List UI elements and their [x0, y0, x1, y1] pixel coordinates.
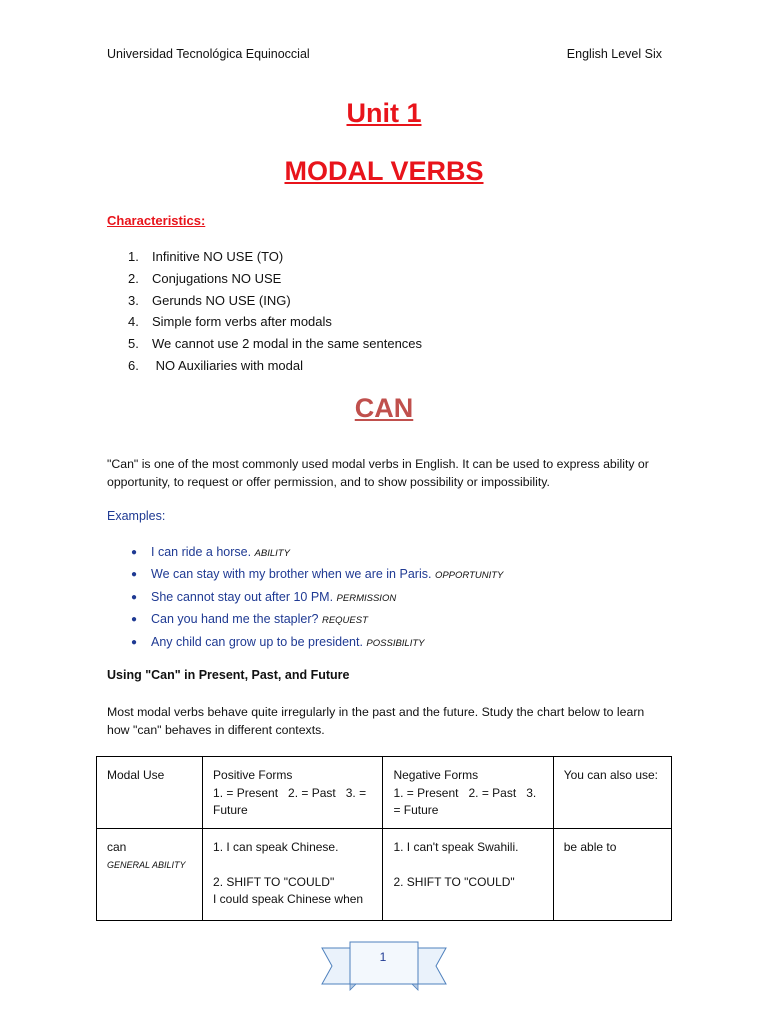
- can-section-title: CAN: [354, 393, 414, 423]
- header-course-level: English Level Six: [566, 47, 662, 61]
- list-item-text: NO Auxiliaries with modal: [152, 357, 303, 373]
- cell-negative: [383, 829, 553, 921]
- cell-negative-2: 2. SHIFT TO "COULD": [393, 874, 515, 889]
- characteristics-list: [128, 246, 422, 377]
- study-chart-paragraph: Most modal verbs behave quite irregularly in the past and the future. Study the chart below to learn how "can" behaves in different contexts.: [107, 705, 645, 737]
- list-item-number: 4.: [128, 314, 139, 330]
- example-sentence: Any child can grow up to be president.: [151, 634, 363, 649]
- cell-also: [553, 829, 671, 921]
- example-tag: OPPORTUNITY: [434, 570, 504, 582]
- can-usage-table: [96, 756, 672, 921]
- list-item-text: Infinitive NO USE (TO): [152, 249, 284, 264]
- header-also-use: [553, 757, 671, 829]
- example-item: [131, 608, 503, 630]
- characteristics-heading: Characteristics:: [107, 213, 206, 228]
- example-tag: PERMISSION: [336, 592, 397, 604]
- example-item: [131, 586, 503, 608]
- header-negative-forms: [383, 757, 553, 829]
- list-item-number: 5.: [128, 336, 139, 352]
- example-sentence: I can ride a horse.: [151, 545, 252, 559]
- bullet-icon: ●: [131, 614, 138, 626]
- using-can-heading: Using "Can" in Present, Past, and Future: [107, 668, 350, 682]
- cell-positive-2: 2. SHIFT TO "COULD": [213, 874, 335, 889]
- cell-negative-1: 1. I can't speak Swahili.: [393, 840, 519, 854]
- list-item: [128, 246, 422, 268]
- bullet-icon: ●: [131, 547, 138, 558]
- example-sentence: Can you hand me the stapler?: [151, 612, 319, 627]
- list-item: [128, 355, 422, 377]
- list-item-text: Simple form verbs after modals: [152, 314, 332, 330]
- list-item-number: 6.: [128, 357, 139, 373]
- cell-modal: [97, 829, 203, 921]
- examples-heading: Examples:: [107, 509, 166, 523]
- bullet-icon: ●: [131, 591, 138, 603]
- list-item: [128, 311, 422, 333]
- header-positive-sub: 1. = Present 2. = Past 3. = Future: [213, 785, 370, 817]
- example-item: [131, 541, 503, 563]
- header-negative-sub: 1. = Present 2. = Past 3. = Future: [393, 785, 540, 817]
- main-title: MODAL VERBS: [284, 156, 484, 186]
- example-tag: POSSIBILITY: [366, 637, 425, 649]
- header-institution: Universidad Tecnológica Equinoccial: [107, 47, 310, 61]
- cell-positive: [203, 829, 383, 921]
- example-item: [131, 563, 503, 585]
- header-modal-use-text: Modal Use: [107, 768, 165, 782]
- header-also-text: You can also use:: [563, 768, 658, 782]
- bullet-icon: ●: [131, 569, 138, 581]
- cell-also-text: be able to: [563, 840, 617, 854]
- example-item: [131, 631, 503, 653]
- list-item-number: 1.: [128, 249, 139, 264]
- header-positive-forms: [203, 757, 383, 829]
- example-tag: REQUEST: [321, 615, 368, 627]
- header-modal-use: [97, 757, 203, 829]
- list-item-text: Conjugations NO USE: [152, 270, 282, 286]
- list-item-number: 2.: [128, 270, 139, 286]
- example-tag: ABILITY: [254, 548, 290, 559]
- header-negative-title: Negative Forms: [393, 768, 479, 782]
- bullet-icon: ●: [131, 636, 138, 648]
- unit-title: Unit 1: [346, 98, 422, 128]
- list-item: [128, 268, 422, 290]
- list-item-text: Gerunds NO USE (ING): [152, 292, 291, 308]
- table-row: [97, 829, 672, 921]
- example-sentence: We can stay with my brother when we are in Paris.: [151, 567, 432, 582]
- list-item-text: We cannot use 2 modal in the same sentences: [152, 336, 423, 352]
- table-header-row: [97, 757, 672, 829]
- can-intro-paragraph: "Can" is one of the most commonly used modal verbs in English. It can be used to express ability or opportunity, to request or offer permission, and to show possibility or impossibility.: [107, 457, 649, 489]
- list-item-number: 3.: [128, 292, 139, 308]
- header-positive-title: Positive Forms: [213, 768, 293, 782]
- page-number: 1: [379, 950, 387, 964]
- cell-modal-sub: GENERAL ABILITY: [107, 859, 186, 870]
- list-item: [128, 333, 422, 355]
- list-item: [128, 290, 422, 312]
- cell-positive-3: I could speak Chinese when: [213, 892, 364, 906]
- examples-list: [131, 541, 503, 653]
- cell-modal-text: can: [107, 840, 127, 854]
- example-sentence: She cannot stay out after 10 PM.: [151, 589, 334, 604]
- cell-positive-1: 1. I can speak Chinese.: [213, 840, 339, 854]
